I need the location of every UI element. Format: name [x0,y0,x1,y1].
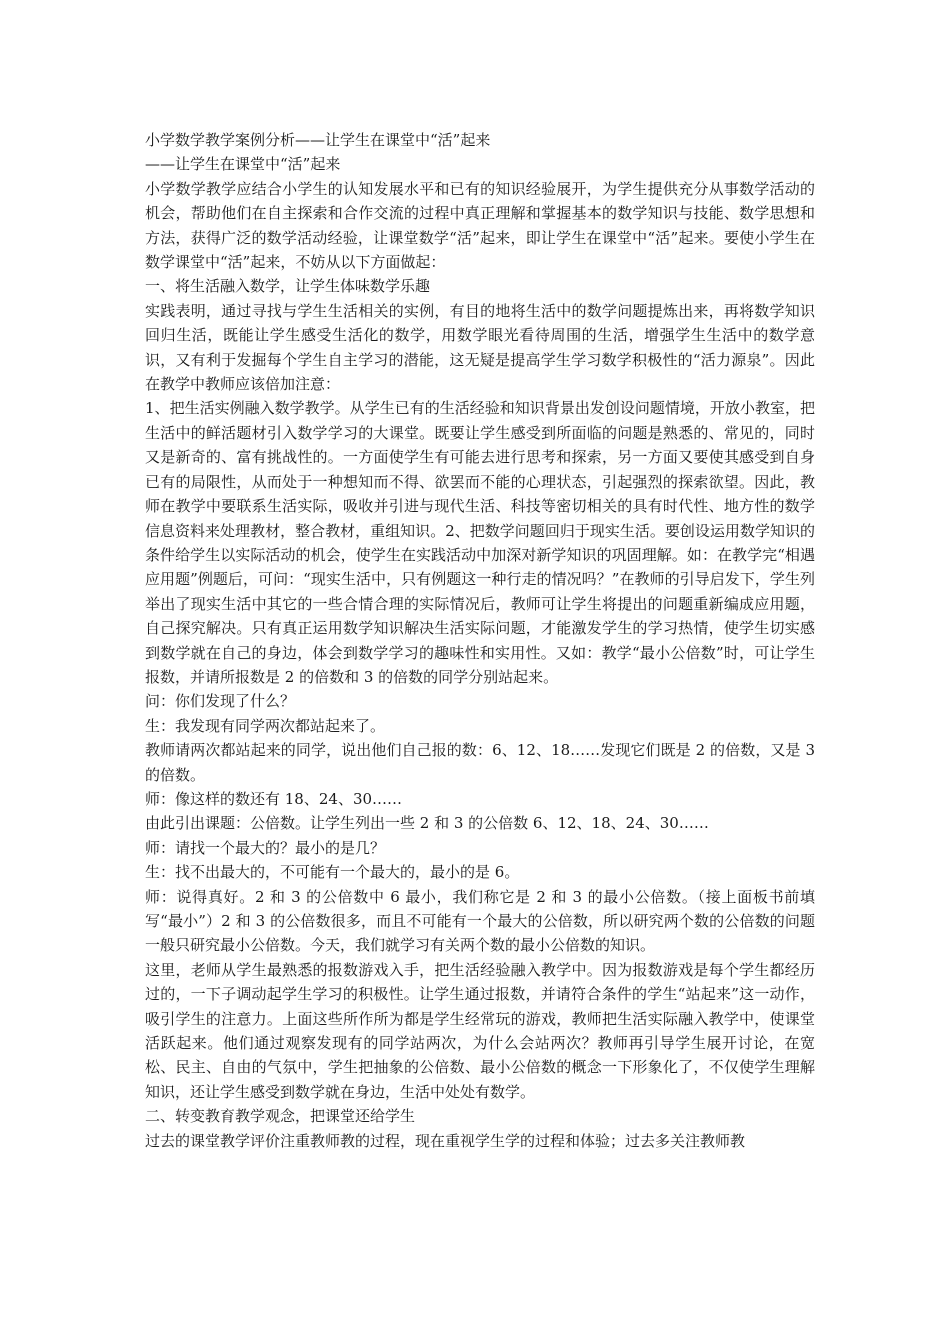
section-heading-1: 一、将生活融入数学，让学生体味数学乐趣 [145,277,431,296]
dialogue-line: 师：像这样的数还有 18、24、30…… [145,789,403,808]
paragraph: 1、把生活实例融入数学教学。从学生已有的生活经验和知识背景出发创设问题情境，开放小教室，把生活中的鲜活题材引入数学学习的大课堂。既要让学生感受到所面临的问题是熟悉的、常见的，同时又是新奇的、富有挑战性的。一方面使学生有可能去进行思考和探索，另一方面又要使其感受到自身已有的局限性，从而处于一种想知而不得、欲罢而不能的心理状态，引起强烈的探索欲望。因此，教师在教学中要联系生活实际，吸收并引进与现代生活、科技等密切相关的具有时代性、地方性的数学信息资料来处理教材，整合教材，重组知识。2、把数学问题回归于现实生活。要创设运用数学知识的条件给学生以实际活动的机会，使学生在实践活动中加深对新学知识的巩固理解。如：在教学完“相遇应用题”例题后，可问：“现实生活中，只有例题这一种行走的情况吗？”在教师的引导启发下，学生列举出了现实生活中其它的一些合情合理的实际情况后，教师可让学生将提出的问题重新编成应用题，自己探究解决。只有真正运用数学知识解决生活实际问题，才能激发学生的学习热情，使学生切实感到数学就在自己的身边，体会到数学学习的趣味性和实用性。又如：教学“最小公倍数”时，可让学生报数，并请所报数是 2 的倍数和 3 的倍数的同学分别站起来。 [145,399,815,686]
paragraph: 由此引出课题：公倍数。让学生列出一些 2 和 3 的公倍数 6、12、18、24、30…… [145,814,709,833]
document-title: 小学数学教学案例分析——让学生在课堂中“活”起来 [145,131,491,149]
paragraph: 教师请两次都站起来的同学，说出他们自己报的数：6、12、18……发现它们既是 2 的倍数，又是 3 的倍数。 [145,741,815,784]
document-subtitle: ——让学生在课堂中“活”起来 [145,155,341,174]
document-page [145,128,815,1153]
paragraph: 实践表明，通过寻找与学生生活相关的实例，有目的地将生活中的数学问题提炼出来，再将数学知识回归生活，既能让学生感受生活化的数学，用数学眼光看待周围的生活，增强学生生活中的数学意识，又有利于发掘每个学生自主学习的潜能，这无疑是提高学生学习数学积极性的“活力源泉”。因此在教学中教师应该倍加注意： [145,301,815,394]
dialogue-line: 问：你们发现了什么？ [145,692,296,711]
paragraph: 小学数学教学应结合小学生的认知发展水平和已有的知识经验展开，为学生提供充分从事数学活动的机会，帮助他们在自主探索和合作交流的过程中真正理解和掌握基本的数学知识与技能、数学思想和方法，获得广泛的数学活动经验，让课堂数学“活”起来，即让学生在课堂中“活”起来。要使小学生在数学课堂中“活”起来，不妨从以下方面做起： [145,179,815,272]
paragraph: 过去的课堂教学评价注重教师教的过程，现在重视学生学的过程和体验；过去多关注教师教 [145,1131,746,1150]
section-heading-2: 二、转变教育教学观念，把课堂还给学生 [145,1107,416,1126]
dialogue-line: 生：我发现有同学两次都站起来了。 [145,716,386,735]
paragraph: 这里，老师从学生最熟悉的报数游戏入手，把生活经验融入教学中。因为报数游戏是每个学生都经历过的，一下子调动起学生学习的积极性。让学生通过报数，并请符合条件的学生“站起来”这一动作，吸引学生的注意力。上面这些所作所为都是学生经常玩的游戏，教师把生活实际融入教学中，使课堂活跃起来。他们通过观察发现有的同学站两次，为什么会站两次？教师再引导学生展开讨论，在宽松、民主、自由的气氛中，学生把抽象的公倍数、最小公倍数的概念一下形象化了，不仅使学生理解知识，还让学生感受到数学就在身边，生活中处处有数学。 [145,960,815,1101]
dialogue-line: 师：说得真好。2 和 3 的公倍数中 6 最小，我们称它是 2 和 3 的最小公倍数。（接上面板书前填写“最小”）2 和 3 的公倍数很多，而且不可能有一个最大的公倍数，所以研究两个数的公倍数的问题一般只研究最小公倍数。今天，我们就学习有关两个数的最小公倍数的知识。 [145,887,815,955]
dialogue-line: 生：找不出最大的，不可能有一个最大的，最小的是 6。 [145,863,520,882]
dialogue-line: 师：请找一个最大的？最小的是几？ [145,838,386,857]
